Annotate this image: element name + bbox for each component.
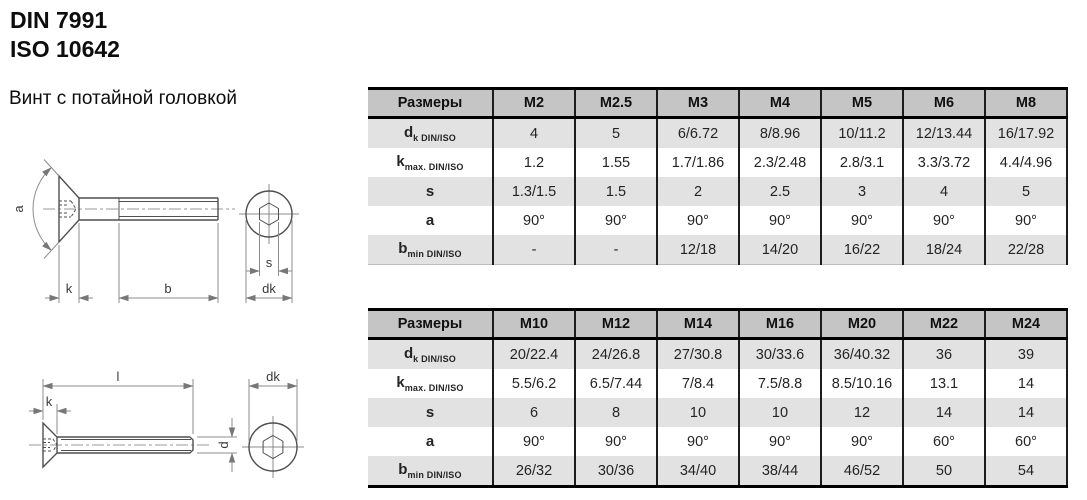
value-cell: 90° (739, 427, 821, 456)
column-header: Размеры (368, 89, 493, 118)
column-header: M2.5 (575, 89, 657, 118)
angle-label: a (11, 205, 26, 213)
value-cell: 90° (575, 206, 657, 235)
table-row (368, 148, 1067, 177)
value-cell: 12/13.44 (903, 118, 985, 149)
value-cell: 4 (903, 177, 985, 206)
value-cell: 90° (821, 427, 903, 456)
value-cell: 12/18 (657, 235, 739, 265)
column-header: M16 (739, 310, 821, 339)
row-label: s (368, 398, 493, 427)
column-header: M24 (985, 310, 1067, 339)
value-cell: 4 (493, 118, 575, 149)
table-row (368, 118, 1067, 149)
value-cell: 5.5/6.2 (493, 369, 575, 398)
value-cell: 90° (575, 427, 657, 456)
value-cell: 3.3/3.72 (903, 148, 985, 177)
value-cell: 14 (985, 398, 1067, 427)
value-cell: 1.2 (493, 148, 575, 177)
row-label: $d_{k DIN/ISO}$ (368, 339, 493, 370)
column-header: M22 (903, 310, 985, 339)
value-cell: 50 (903, 456, 985, 487)
column-header: M4 (739, 89, 821, 118)
value-cell: 3 (821, 177, 903, 206)
value-cell: 38/44 (739, 456, 821, 487)
value-cell: 54 (985, 456, 1067, 487)
row-label: $b_{min DIN/ISO}$ (368, 235, 493, 265)
header-row (368, 310, 1067, 339)
column-header: Размеры (368, 310, 493, 339)
row-label: $k_{max. DIN/ISO}$ (368, 369, 493, 398)
socket-size-label: s (265, 255, 273, 270)
value-cell: 46/52 (821, 456, 903, 487)
value-cell: 34/40 (657, 456, 739, 487)
value-cell: 4.4/4.96 (985, 148, 1067, 177)
row-label: $k_{max. DIN/ISO}$ (368, 148, 493, 177)
value-cell: 30/33.6 (739, 339, 821, 370)
value-cell: 30/36 (575, 456, 657, 487)
value-cell: 6.5/7.44 (575, 369, 657, 398)
value-cell: 36 (903, 339, 985, 370)
spec-table-m10-m24 (368, 308, 1068, 488)
value-cell: 1.55 (575, 148, 657, 177)
column-header: M6 (903, 89, 985, 118)
table-slot-m2-m8 (368, 87, 1068, 265)
value-cell: 2.5 (739, 177, 821, 206)
column-header: M20 (821, 310, 903, 339)
value-cell: 2.3/2.48 (739, 148, 821, 177)
row-label: $d_{k DIN/ISO}$ (368, 118, 493, 149)
column-header: M5 (821, 89, 903, 118)
value-cell: 13.1 (903, 369, 985, 398)
row-label: a (368, 427, 493, 456)
value-cell: 90° (985, 206, 1067, 235)
standard-din: DIN 7991 (10, 7, 108, 33)
row-label: a (368, 206, 493, 235)
value-cell: 90° (657, 427, 739, 456)
value-cell: 14 (985, 369, 1067, 398)
table-row (368, 456, 1067, 487)
value-cell: 20/22.4 (493, 339, 575, 370)
column-header: M2 (493, 89, 575, 118)
table-row (368, 339, 1067, 370)
value-cell: 60° (903, 427, 985, 456)
value-cell: 14 (903, 398, 985, 427)
standard-iso: ISO 10642 (10, 36, 120, 62)
value-cell: 7/8.4 (657, 369, 739, 398)
value-cell: 90° (739, 206, 821, 235)
column-header: M14 (657, 310, 739, 339)
value-cell: 24/26.8 (575, 339, 657, 370)
value-cell: 36/40.32 (821, 339, 903, 370)
value-cell: 90° (903, 206, 985, 235)
table-row (368, 369, 1067, 398)
diameter-label: d (216, 441, 231, 449)
row-label: s (368, 177, 493, 206)
value-cell: 90° (493, 427, 575, 456)
value-cell: 10 (657, 398, 739, 427)
head-diameter-label: dk (262, 281, 276, 296)
value-cell: 22/28 (985, 235, 1067, 265)
value-cell: 16/17.92 (985, 118, 1067, 149)
product-name: Винт с потайной головкой (9, 88, 237, 109)
value-cell: 18/24 (903, 235, 985, 265)
table-row (368, 398, 1067, 427)
value-cell: 26/32 (493, 456, 575, 487)
value-cell: 16/22 (821, 235, 903, 265)
value-cell: 8 (575, 398, 657, 427)
value-cell: - (493, 235, 575, 265)
column-header: M8 (985, 89, 1067, 118)
screw-side-view-bottom-drawing (5, 346, 360, 496)
table-row (368, 206, 1067, 235)
head-height-label: k (65, 281, 73, 296)
value-cell: 6/6.72 (657, 118, 739, 149)
value-cell: 60° (985, 427, 1067, 456)
value-cell: 2 (657, 177, 739, 206)
value-cell: 1.7/1.86 (657, 148, 739, 177)
table-row (368, 177, 1067, 206)
column-header: M3 (657, 89, 739, 118)
table-row (368, 235, 1067, 265)
table-slot-m10-m24 (368, 308, 1068, 488)
value-cell: 10 (739, 398, 821, 427)
thread-length-label: b (164, 281, 172, 296)
value-cell: 7.5/8.8 (739, 369, 821, 398)
spec-table-m2-m8 (368, 87, 1068, 265)
value-cell: 8.5/10.16 (821, 369, 903, 398)
head-diameter-label: dk (266, 369, 280, 384)
value-cell: 90° (821, 206, 903, 235)
value-cell: 90° (657, 206, 739, 235)
value-cell: 2.8/3.1 (821, 148, 903, 177)
length-label: l (116, 369, 120, 384)
value-cell: 5 (985, 177, 1067, 206)
table-row (368, 427, 1067, 456)
value-cell: 39 (985, 339, 1067, 370)
value-cell: 10/11.2 (821, 118, 903, 149)
screw-side-view-top-drawing (5, 156, 360, 306)
value-cell: 5 (575, 118, 657, 149)
head-height-label: k (45, 394, 53, 409)
value-cell: 90° (493, 206, 575, 235)
value-cell: 27/30.8 (657, 339, 739, 370)
value-cell: 6 (493, 398, 575, 427)
column-header: M12 (575, 310, 657, 339)
column-header: M10 (493, 310, 575, 339)
value-cell: 8/8.96 (739, 118, 821, 149)
value-cell: 1.5 (575, 177, 657, 206)
value-cell: 14/20 (739, 235, 821, 265)
row-label: $b_{min DIN/ISO}$ (368, 456, 493, 487)
value-cell: - (575, 235, 657, 265)
standards-block (10, 6, 120, 64)
value-cell: 12 (821, 398, 903, 427)
value-cell: 1.3/1.5 (493, 177, 575, 206)
header-row (368, 89, 1067, 118)
